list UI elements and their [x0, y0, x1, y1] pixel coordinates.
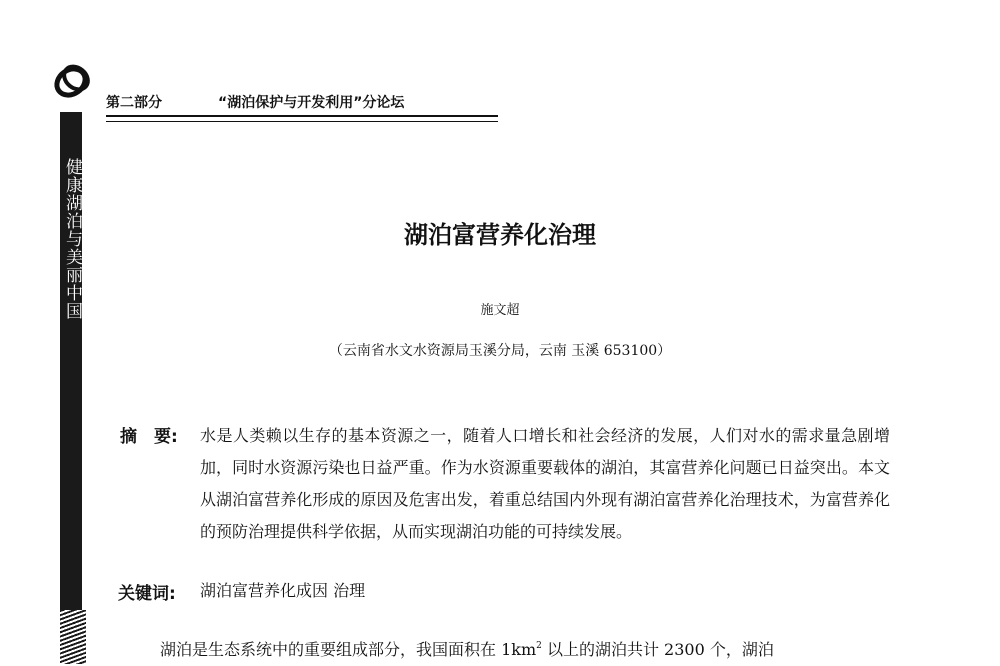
- body-paragraph: [160, 630, 890, 666]
- body-intro: 湖泊是生态系统中的重要组成部分，我国面积在 1km: [160, 640, 537, 659]
- abstract-text: 水是人类赖以生存的基本资源之一，随着人口增长和社会经济的发展，人们对水的需求量急剧增加，同时水资源污染也日益严重。作为水资源重要载体的湖泊，其富营养化问题已日益突出。本文从湖泊富营养化形成的原因及危害出发，着重总结国内外现有湖泊富营养化治理技术，为富营养化的预防治理提供科学依据，从而实现湖泊功能的可持续发展。: [200, 426, 890, 541]
- abstract-label: 摘 要:: [120, 427, 178, 447]
- sidebar-hatch-decoration: [60, 610, 86, 664]
- sidebar-title: 健康湖泊与美丽中国: [62, 158, 82, 320]
- running-header: [106, 92, 498, 116]
- body-superscript: 2: [536, 641, 542, 651]
- article-affiliation: （云南省水文水资源局玉溪分局，云南 玉溪 653100）: [328, 343, 672, 359]
- header-forum: “湖泊保护与开发利用”分论坛: [218, 95, 405, 111]
- header-rule-thick: [106, 115, 498, 117]
- sidebar-bar: [60, 112, 82, 622]
- article-author: 施文超: [480, 303, 520, 318]
- body-rest: 以上的湖泊共计 2300 个，湖泊: [541, 640, 774, 659]
- keywords-label: 关键词:: [118, 584, 176, 604]
- header-rule-thin: [106, 121, 498, 122]
- keywords-text: 湖泊富营养化成因 治理: [200, 581, 366, 600]
- header-part: 第二部分: [106, 95, 162, 111]
- article-title: 湖泊富营养化治理: [404, 221, 596, 249]
- publisher-logo-icon: [50, 58, 96, 104]
